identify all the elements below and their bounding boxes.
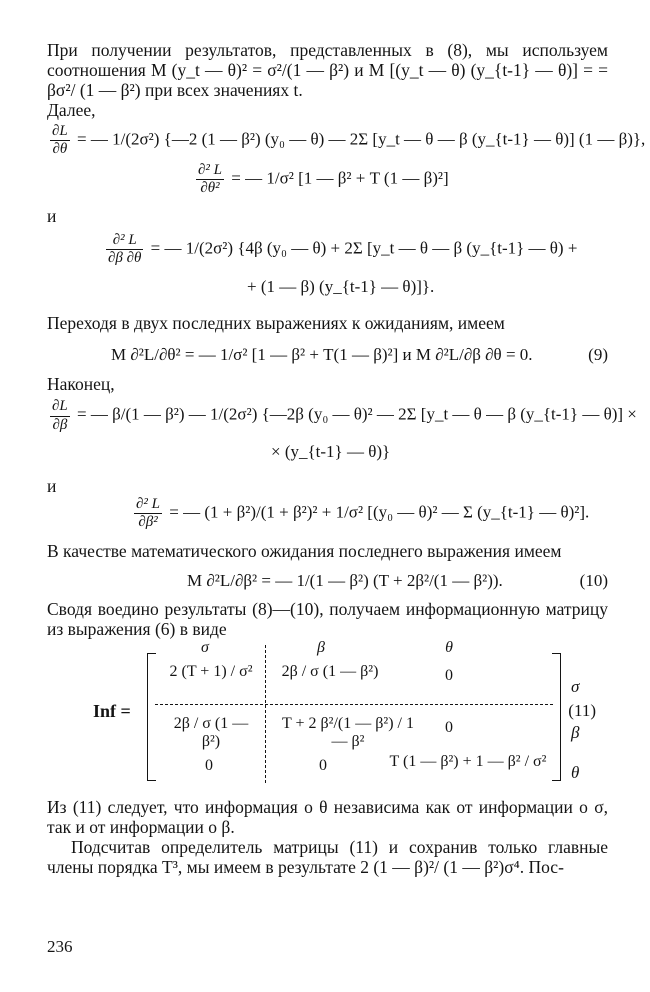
paragraph-further: Далее, — [47, 100, 96, 121]
paragraph-combining: Сводя воедино результаты (8)—(10), получаем информационную матрицу из выражения (6) в виде — [47, 598, 608, 639]
paragraph-intro: При получении результатов, представленных в (8), мы используем соотношения M (y_t — θ)² = σ²/(1 — β²) и M [(y_t — θ) (y_{t-1} — θ)] = = βσ²/ (1 — β²) при всех значениях t. — [47, 40, 608, 101]
row-label-theta: θ — [571, 763, 580, 783]
row-label-beta: β — [571, 723, 580, 743]
paragraph-finally: Наконец, — [47, 374, 115, 395]
equation-dL-dtheta: $\frac{\partial L}{\partial\theta}$ = — 1/(2σ²) {—2 (1 — β²) (y₀ — θ) — 2Σ [y_t — θ — β (y_{t-1} — θ)] (1 — β)}, — [52, 122, 646, 157]
cell-beta-theta: 0 — [445, 719, 453, 737]
paragraph-expectations: Переходя в двух последних выражениях к ожиданиям, имеем — [47, 312, 505, 333]
col-header-sigma: σ — [201, 639, 209, 657]
paragraph-expectation-last: В качестве математического ожидания последнего выражения имеем — [47, 541, 562, 562]
cell-sigma-beta: 2β / σ (1 — β²) — [281, 663, 379, 681]
equation-body: = — (1 + β²)/(1 + β²)² + 1/σ² [(y₀ — θ)² — Σ (y_{t-1} — θ)²]. — [169, 502, 590, 522]
equation-d2L-dtheta2: $\frac{\text{∂² L}}{\text{∂θ²}}$ = — 1/σ² [1 — β² + T (1 — β)²] — [198, 162, 449, 197]
equation-dL-dbeta-cont: × (y_{t-1} — θ)} — [271, 441, 391, 461]
equation-number: (10) — [579, 571, 608, 591]
equation-body: = — 1/σ² [1 — β² + T (1 — β)²] — [231, 168, 449, 188]
vertical-partition — [265, 645, 266, 783]
cell-beta-sigma: 2β / σ (1 — β²) — [173, 715, 249, 751]
equation-dL-dbeta: $\frac{\partial L}{\partial\beta}$ = — β/(1 — β²) — 1/(2σ²) {—2β (y₀ — θ)² — 2Σ [y_t — θ — β (y_{t-1} — θ)] × — [52, 398, 637, 433]
cell-theta-sigma: 0 — [205, 757, 213, 775]
paragraph-independence: Из (11) следует, что информация о θ независима как от информации о σ, так и от информации о β. — [47, 797, 608, 838]
col-header-theta: θ — [445, 639, 453, 657]
matrix-name: Inf = — [93, 701, 131, 722]
paragraph-and-1: и — [47, 205, 57, 226]
equation-line-1: = — 1/(2σ²) {4β (y₀ — θ) + 2Σ [y_t — θ — β (y_{t-1} — θ) + — [150, 238, 578, 258]
equation-d2L-dbeta2: $\frac{\text{∂² L}}{\text{∂β²}}$ = — (1 + β²)/(1 + β²)² + 1/σ² [(y₀ — θ)² — Σ (y_{t-1} — θ)²]. — [136, 495, 590, 530]
row-label-sigma: σ — [571, 677, 580, 697]
horizontal-partition — [155, 704, 553, 705]
cell-beta-beta: T + 2 β²/(1 — β²) / 1 — β² — [282, 715, 414, 751]
equation-9 — [111, 345, 608, 365]
col-header-beta: β — [317, 639, 325, 657]
matrix-body — [147, 641, 561, 789]
equation-body: M ∂²L/∂θ² = — 1/σ² [1 — β² + T(1 — β)²] и M ∂²L/∂β ∂θ = 0. — [111, 344, 533, 364]
equation-body: = — 1/(2σ²) {—2 (1 — β²) (y₀ — θ) — 2Σ [y_t — θ — β (y_{t-1} — θ)] (1 — β)}, — [77, 129, 646, 149]
left-bracket — [147, 653, 156, 781]
cell-theta-theta: T (1 — β²) + 1 — β² / σ² — [389, 753, 547, 771]
equation-body: M ∂²L/∂β² = — 1/(1 — β²) (T + 2β²/(1 — β²)). — [187, 571, 503, 591]
cell-theta-beta: 0 — [319, 757, 327, 775]
equation-number: (9) — [588, 344, 608, 364]
equation-d2L-dbeta-dtheta: $\frac{\text{∂² L}}{\partial\beta \partial\theta}$ = — 1/(2σ²) {4β (y₀ — θ) + 2Σ [y_t — θ — β (y_{t-1} — θ) + — [108, 231, 578, 266]
paragraph-determinant: Подсчитав определитель матрицы (11) и сохранив только главные члены порядка T³, мы имеем в результате 2 (1 — β)²/ (1 — β²)σ⁴. Пос- — [47, 837, 608, 878]
equation-d2L-dbeta-dtheta-cont: + (1 — β) (y_{t-1} — θ)]}. — [247, 277, 435, 297]
paragraph-and-2: и — [47, 475, 57, 496]
information-matrix — [47, 641, 608, 789]
cell-sigma-sigma: 2 (T + 1) / σ² — [169, 663, 253, 681]
right-bracket — [552, 653, 561, 781]
equation-line-1: = — β/(1 — β²) — 1/(2σ²) {—2β (y₀ — θ)² — 2Σ [y_t — θ — β (y_{t-1} — θ)] × — [77, 405, 637, 425]
cell-sigma-theta: 0 — [445, 667, 453, 685]
equation-number: (11) — [568, 701, 596, 721]
page-number: 236 — [47, 937, 73, 956]
equation-10 — [187, 571, 608, 591]
